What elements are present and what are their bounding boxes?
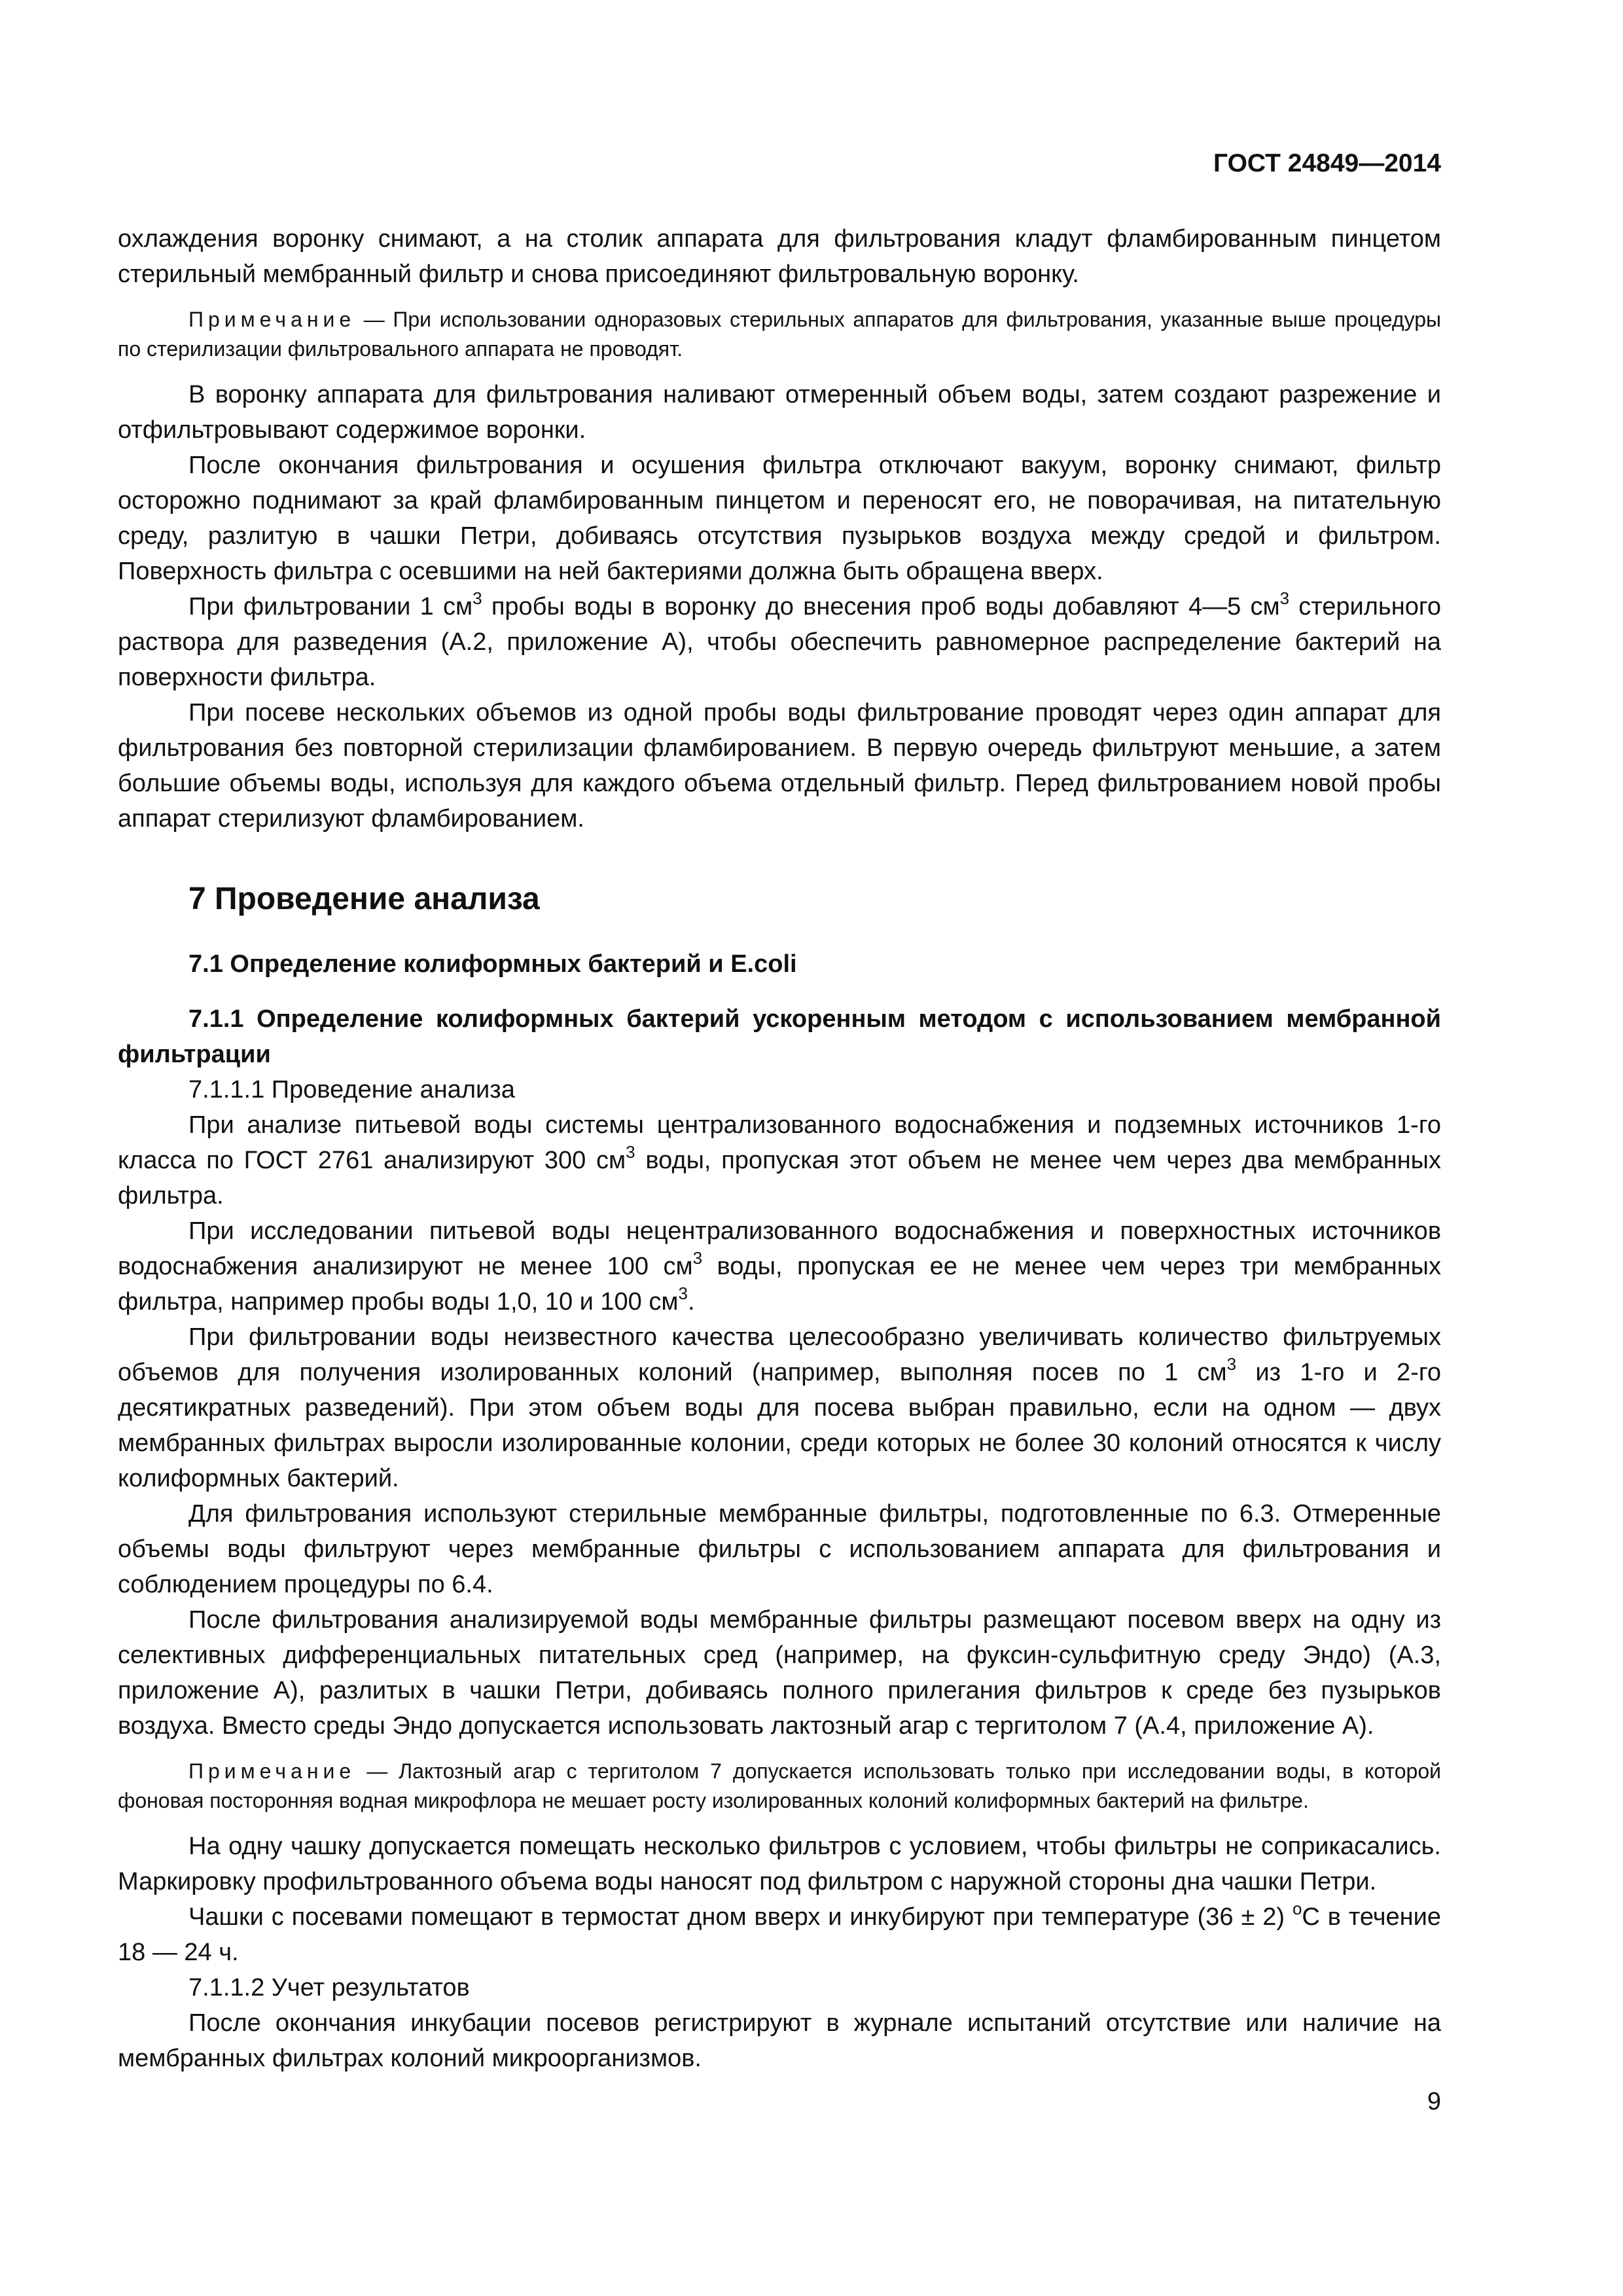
text-run: из 1-го и 2-го десятикратных разведений). При этом объем воды для посева выбран правильно, если на одном — двух мембранных фильтрах выросли изолированные колонии, среди которых не более 30 колоний относятся к числу колиформных бактерий.	[118, 1359, 1441, 1492]
paragraph	[118, 1319, 1441, 1496]
note-text: — При использовании одноразовых стерильных аппаратов для фильтрования, указанные выше процедуры по стерилизации фильтровального аппарата не проводят.	[118, 308, 1441, 361]
superscript: 3	[1226, 1354, 1237, 1374]
superscript: 3	[678, 1283, 688, 1303]
text-run: воды, пропуская ее не менее чем через три мембранных фильтра, например пробы воды 1,0, 10 и 100 см	[118, 1253, 1441, 1316]
superscript: 3	[626, 1142, 635, 1162]
text-run: воды, пропуская этот объем не менее чем через два мембранных фильтра.	[118, 1147, 1441, 1210]
superscript: 3	[1279, 588, 1290, 608]
paragraph: Для фильтрования используют стерильные мембранные фильтры, подготовленные по 6.3. Отмеренные объемы воды фильтруют через мембранные фильтры с использованием аппарата для фильтрования и соблюдением процедуры по 6.4.	[118, 1500, 1441, 1598]
note-text: — Лактозный агар с тергитолом 7 допускается использовать только при исследовании воды, в которой фоновая посторонняя водная микрофлора не мешает росту изолированных колоний колиформных бактерий на фильтре.	[118, 1759, 1441, 1812]
paragraph	[118, 589, 1441, 695]
note	[118, 305, 1441, 364]
document-id-header: ГОСТ 24849—2014	[1213, 149, 1441, 177]
text-run: При фильтровании воды неизвестного качества целесообразно увеличивать количество фильтруемых объемов для получения изолированных колоний (например, выполняя посев по 1 см	[118, 1323, 1441, 1386]
clause-title: 7.1.1.2 Учет результатов	[188, 1974, 470, 2001]
paragraph: В воронку аппарата для фильтрования наливают отмеренный объем воды, затем создают разрежение и отфильтровывают содержимое воронки.	[118, 381, 1441, 444]
paragraph: охлаждения воронку снимают, а на столик аппарата для фильтрования кладут фламбированным пинцетом стерильный мембранный фильтр и снова присоединяют фильтровальную воронку.	[118, 225, 1441, 288]
note-label: Примечание	[188, 308, 356, 331]
subsection-heading: 7.1 Определение колиформных бактерий и E.coli	[188, 950, 797, 978]
paragraph: На одну чашку допускается помещать несколько фильтров с условием, чтобы фильтры не соприкасались. Маркировку профильтрованного объема воды наносят под фильтром с наружной стороны дна чашки Петри.	[118, 1833, 1441, 1895]
subsubsection-heading: 7.1.1 Определение колиформных бактерий ускоренным методом с использованием мембранной фильтрации	[118, 1005, 1441, 1068]
paragraph: После окончания инкубации посевов регистрируют в журнале испытаний отсутствие или наличие на мембранных фильтрах колоний микроорганизмов.	[118, 2009, 1441, 2072]
paragraph: После окончания фильтрования и осушения фильтра отключают вакуум, воронку снимают, фильтр осторожно поднимают за край фламбированным пинцетом и переносят его, не поворачивая, на питательную среду, разлитую в чашки Петри, добиваясь отсутствия пузырьков воздуха между средой и фильтром. Поверхность фильтра с осевшими на ней бактериями должна быть обращена вверх.	[118, 452, 1441, 585]
paragraph	[118, 1213, 1441, 1319]
superscript: 3	[473, 588, 482, 608]
text-run: Чашки с посевами помещают в термостат дном вверх и инкубируют при температуре (36 ± 2)	[188, 1903, 1293, 1931]
page-number: 9	[1427, 2088, 1441, 2115]
text-run: стерильного раствора для разведения (А.2, приложение А), чтобы обеспечить равномерное распределение бактерий на поверхности фильтра.	[118, 593, 1442, 691]
document-body	[118, 221, 1441, 2076]
paragraph: После фильтрования анализируемой воды мембранные фильтры размещают посевом вверх на одну из селективных дифференциальных питательных сред (например, на фуксин-сульфитную среду Эндо) (А.3, приложение А), разлитых в чашки Петри, добиваясь полного прилегания фильтров к среде без пузырьков воздуха. Вместо среды Эндо допускается использовать лактозный агар с тергитолом 7 (А.4, приложение А).	[118, 1606, 1441, 1740]
text-run: С в течение 18 — 24 ч.	[118, 1903, 1442, 1966]
clause-title: 7.1.1.1 Проведение анализа	[188, 1076, 515, 1103]
note	[118, 1757, 1441, 1816]
section-heading: 7 Проведение анализа	[188, 882, 540, 916]
degree-superscript: о	[1292, 1899, 1302, 1918]
text-run: При анализе питьевой воды системы централизованного водоснабжения и подземных источников 1-го класса по ГОСТ 2761 анализируют 300 см	[118, 1111, 1441, 1174]
text-run: пробы воды в воронку до внесения проб воды добавляют 4—5 см	[482, 593, 1280, 620]
text-run: .	[687, 1288, 695, 1316]
superscript: 3	[692, 1248, 703, 1268]
note-label: Примечание	[188, 1759, 356, 1783]
paragraph: При посеве нескольких объемов из одной пробы воды фильтрование проводят через один аппарат для фильтрования без повторной стерилизации фламбированием. В первую очередь фильтруют меньшие, а затем большие объемы воды, используя для каждого объема отдельный фильтр. Перед фильтрованием новой пробы аппарат стерилизуют фламбированием.	[118, 699, 1441, 833]
paragraph	[118, 1899, 1441, 1970]
text-run: При фильтровании 1 см	[188, 593, 473, 620]
text-run: При исследовании питьевой воды нецентрализованного водоснабжения и поверхностных источников водоснабжения анализируют не менее 100 см	[118, 1217, 1441, 1280]
paragraph	[118, 1107, 1441, 1213]
